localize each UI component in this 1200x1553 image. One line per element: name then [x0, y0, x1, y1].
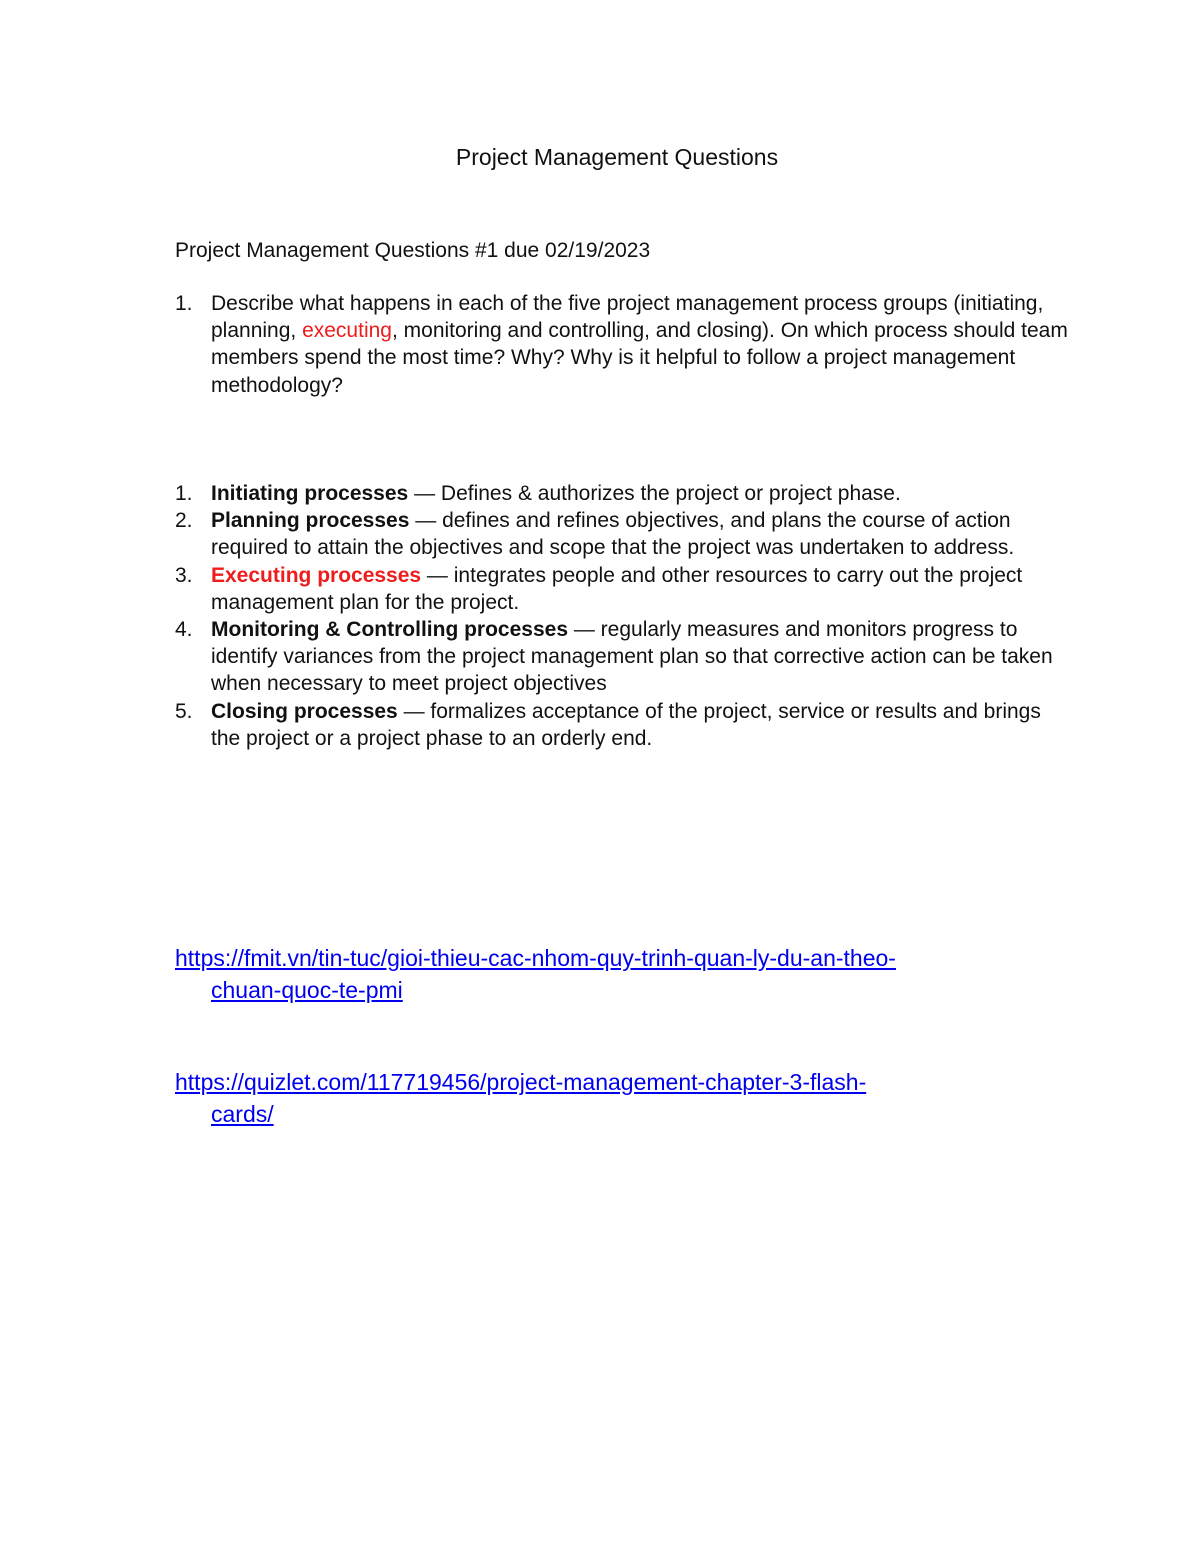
answer-text [211, 562, 1075, 616]
answer-description: — integrates people and other resources to carry out the project management plan for the project. [211, 563, 1023, 614]
answer-description: — defines and refines objectives, and plans the course of action required to attain the objectives and scope that the project was undertaken to address. [211, 509, 1015, 560]
question-item [175, 290, 1075, 399]
answer-item-initiating [175, 480, 1075, 507]
answer-text [211, 480, 1075, 507]
reference-link-quizlet[interactable] [175, 1066, 1075, 1130]
answer-term: Closing processes [211, 699, 398, 723]
answer-number: 1. [175, 482, 193, 505]
answer-number: 3. [175, 563, 193, 587]
question-text-part: Describe what happens in each of the five project management process groups (initiating, planning, [211, 292, 1044, 343]
answer-list [175, 480, 1075, 752]
answer-number: 4. [175, 618, 193, 642]
reference-link-quizlet-line2[interactable]: cards/ [211, 1101, 274, 1127]
answer-description: — formalizes acceptance of the project, service or results and brings the project or a project phase to an orderly end. [211, 699, 1041, 750]
question-highlight-executing: executing [302, 319, 392, 343]
answer-description: — Defines & authorizes the project or project phase. [408, 482, 901, 505]
answer-item-planning [175, 507, 1075, 561]
answer-item-executing [175, 562, 1075, 616]
question-number: 1. [175, 292, 193, 315]
answer-term: Monitoring & Controlling processes [211, 618, 569, 642]
answer-term: Planning processes [211, 509, 410, 533]
reference-link-quizlet-line1[interactable]: https://quizlet.com/117719456/project-management-chapter-3-flash- [175, 1069, 867, 1095]
answer-item-closing [175, 698, 1075, 752]
answer-text [211, 507, 1075, 561]
answer-text [211, 698, 1075, 752]
answer-text [211, 616, 1075, 698]
answer-term: Executing processes [211, 563, 422, 587]
reference-link-fmit-line2[interactable]: chuan-quoc-te-pmi [211, 977, 403, 1003]
question-list [175, 290, 1075, 399]
document-title: Project Management Questions [455, 144, 779, 170]
reference-link-fmit[interactable] [175, 942, 1075, 1006]
answer-description: — regularly measures and monitors progress to identify variances from the project management plan so that corrective action can be taken when necessary to meet project objectives [211, 618, 1053, 696]
answer-number: 5. [175, 699, 193, 723]
question-text-part: , monitoring and controlling, and closing). On which process should team members spend the most time? Why? Why is it helpful to follow a project management methodology? [211, 319, 1068, 397]
answer-term: Initiating processes [211, 482, 409, 505]
answer-number: 2. [175, 509, 193, 533]
answer-item-monitoring-controlling [175, 616, 1075, 698]
reference-link-fmit-line1[interactable]: https://fmit.vn/tin-tuc/gioi-thieu-cac-nhom-quy-trinh-quan-ly-du-an-theo- [175, 945, 896, 971]
question-text [211, 290, 1075, 399]
assignment-subheading: Project Management Questions #1 due 02/19/2023 [175, 239, 651, 262]
